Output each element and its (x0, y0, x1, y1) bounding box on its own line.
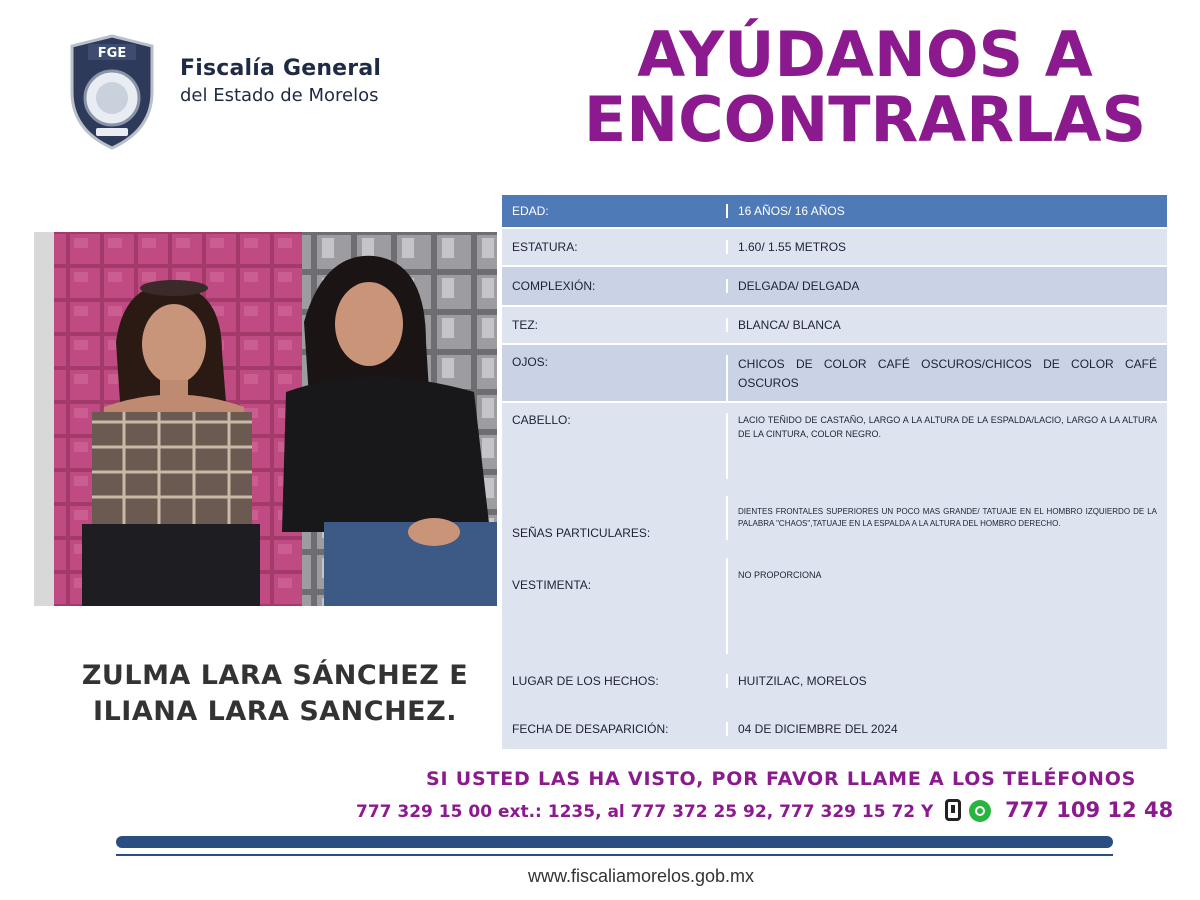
missing-persons-names (60, 658, 490, 731)
row-label: COMPLEXIÓN: (502, 279, 728, 293)
call-to-action: SI USTED LAS HA VISTO, POR FAVOR LLAME A LOS TELÉFONOS (426, 768, 1137, 790)
row-location (502, 654, 1167, 710)
footer-divider (116, 836, 1113, 848)
organization-subtitle: del Estado de Morelos (180, 85, 379, 106)
row-value: DELGADA/ DELGADA (738, 278, 860, 293)
row-value: 1.60/ 1.55 METROS (738, 239, 847, 254)
row-label: EDAD: (502, 204, 728, 218)
name-line-2: ILIANA LARA SANCHEZ. (93, 696, 457, 728)
row-eyes (502, 345, 1167, 403)
row-date (502, 709, 1167, 749)
badge-text: FGE (97, 46, 127, 61)
organization-name: Fiscalía General (180, 56, 382, 81)
row-clothing (502, 558, 1167, 653)
phone-numbers (356, 798, 1173, 822)
row-label: TEZ: (502, 318, 728, 332)
row-label: SEÑAS PARTICULARES: (502, 496, 728, 540)
row-value: DIENTES FRONTALES SUPERIORES UN POCO MAS GRANDE/ TATUAJE EN EL HOMBRO IZQUIERDO DE LA PALABRA "CHAOS",TATUAJE EN LA ESPALDA A LA ALTURA DEL HOMBRO DERECHO. (738, 506, 1157, 529)
row-label: CABELLO: (502, 413, 728, 479)
row-age (502, 195, 1167, 229)
row-label: OJOS: (502, 355, 728, 401)
row-value: 16 AÑOS/ 16 AÑOS (738, 203, 845, 218)
row-value: HUITZILAC, MORELOS (738, 674, 867, 689)
row-hair (502, 403, 1167, 479)
website-link[interactable]: www.fiscaliamorelos.gob.mx (527, 866, 755, 886)
phone-icon (945, 799, 961, 821)
row-value: BLANCA/ BLANCA (738, 317, 841, 332)
footer-divider-thin (116, 854, 1113, 856)
row-value: NO PROPORCIONA (738, 570, 822, 581)
row-group-details (502, 403, 1167, 751)
row-label: LUGAR DE LOS HECHOS: (502, 674, 728, 688)
row-label: ESTATURA: (502, 240, 728, 254)
row-label: VESTIMENTA: (502, 558, 728, 653)
organization-block (180, 56, 381, 106)
row-value: CHICOS DE COLOR CAFÉ OSCUROS/CHICOS DE COLOR CAFÉ OSCUROS (738, 357, 1157, 390)
headline (560, 18, 1170, 157)
row-value: LACIO TEÑIDO DE CASTAÑO, LARGO A LA ALTURA DE LA ESPALDA/LACIO, LARGO A LA ALTURA DE LA CINTURA, COLOR NEGRO. (738, 415, 1157, 440)
row-build (502, 267, 1167, 307)
row-height (502, 229, 1167, 267)
whatsapp-number: 777 109 12 48 (1005, 798, 1174, 822)
missing-persons-photo (34, 232, 497, 606)
description-table (502, 195, 1167, 751)
row-complexion (502, 307, 1167, 345)
phone-list: 777 329 15 00 ext.: 1235, al 777 372 25 92, 777 329 15 72 Y (356, 802, 934, 822)
row-marks (502, 479, 1167, 559)
headline-line-2: ENCONTRARLAS (583, 83, 1147, 157)
fge-badge-icon (66, 34, 158, 150)
whatsapp-icon (969, 800, 991, 822)
headline-line-1: AYÚDANOS A (637, 18, 1093, 91)
row-label: FECHA DE DESAPARICIÓN: (502, 722, 728, 736)
row-value: 04 DE DICIEMBRE DEL 2024 (738, 721, 898, 736)
name-line-1: ZULMA LARA SÁNCHEZ E (81, 660, 469, 691)
